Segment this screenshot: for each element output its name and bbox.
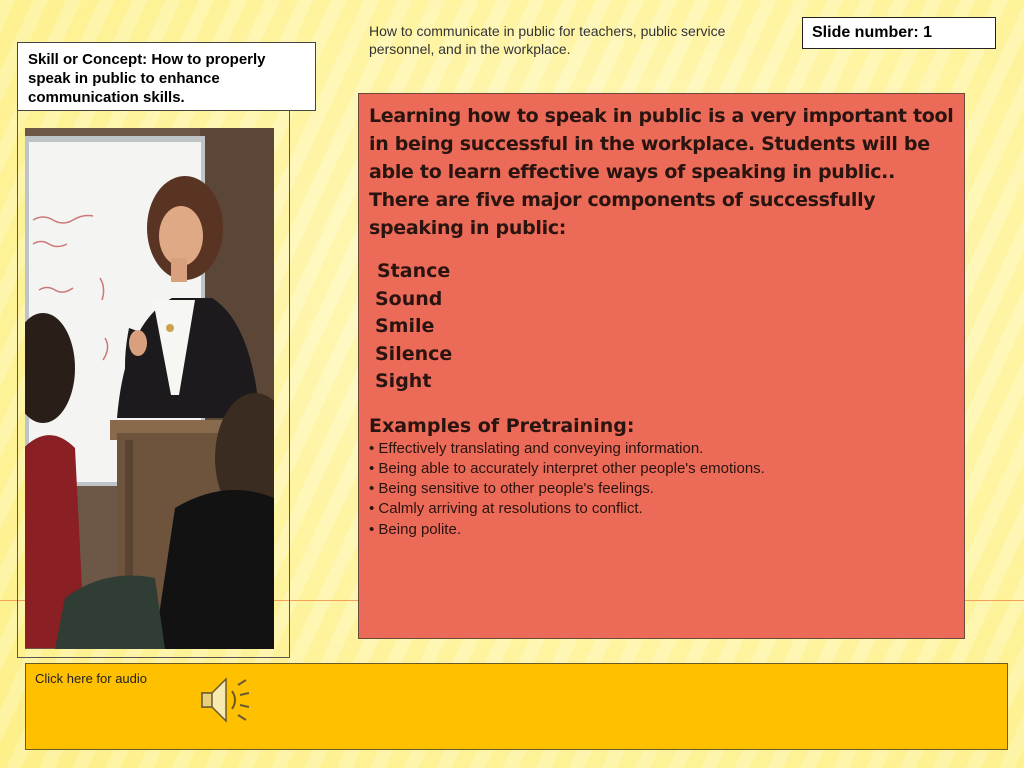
list-item: • Being polite. xyxy=(369,520,954,540)
content-panel xyxy=(358,93,965,639)
list-item: • Being sensitive to other people's feelings. xyxy=(369,479,954,499)
audio-bar xyxy=(25,663,1008,750)
list-item: Stance xyxy=(377,260,451,282)
list-item: Smile xyxy=(375,315,435,337)
list-item: Sight xyxy=(375,370,432,392)
slide-subtitle: How to communicate in public for teachers, public service personnel, and in the workplace. xyxy=(369,23,726,57)
slide-number-box: Slide number: 1 xyxy=(802,17,996,49)
list-item: Silence xyxy=(375,342,453,365)
components-list xyxy=(375,258,954,396)
examples-list xyxy=(369,439,954,540)
presenter-photo-illustration xyxy=(25,128,274,649)
examples-heading: Examples of Pretraining: xyxy=(369,414,635,437)
speaker-icon[interactable] xyxy=(196,671,254,734)
intro-text: Learning how to speak in public is a very important tool in being successful in the workplace. Students will be able to learn effective ways of speaking in public.. There are five major components of successfully speaking in public: xyxy=(369,105,954,239)
list-item: • Being able to accurately interpret other people's emotions. xyxy=(369,459,954,479)
skill-concept-box: Skill or Concept: How to properly speak in public to enhance communication skills. xyxy=(17,42,316,111)
presenter-photo xyxy=(25,128,274,649)
list-item: • Calmly arriving at resolutions to conflict. xyxy=(369,499,954,519)
list-item: • Effectively translating and conveying information. xyxy=(369,439,954,459)
audio-link[interactable]: Click here for audio xyxy=(35,671,147,686)
list-item: Sound xyxy=(375,287,443,310)
